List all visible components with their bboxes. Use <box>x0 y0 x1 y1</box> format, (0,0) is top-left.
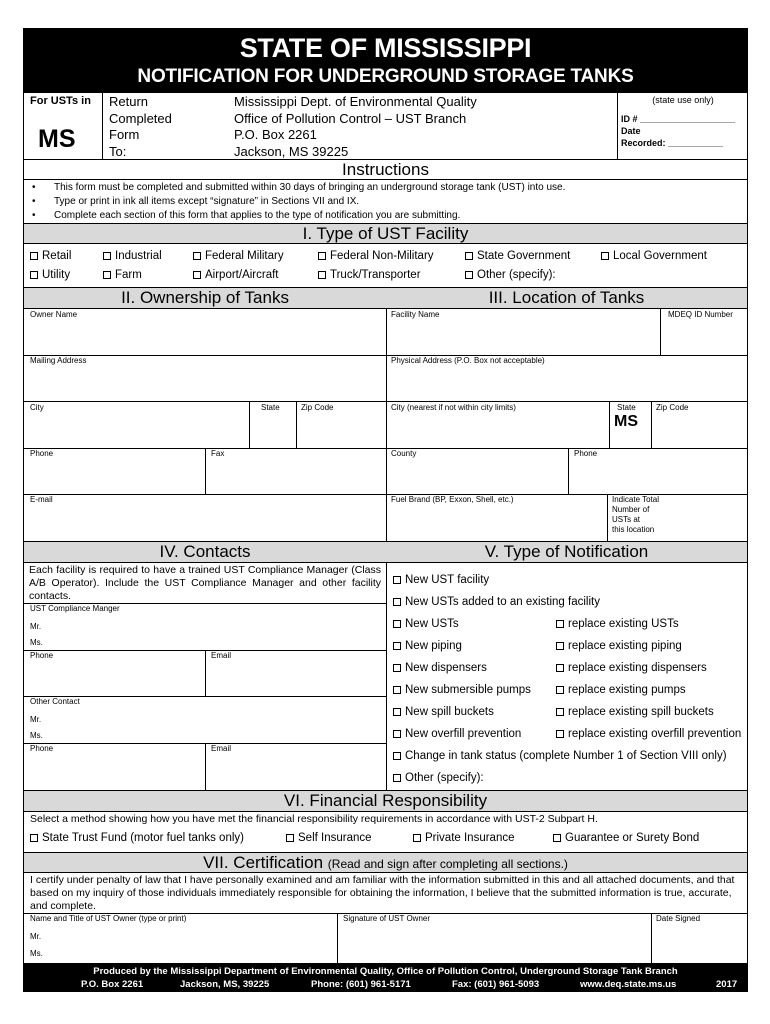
divider <box>102 93 103 159</box>
other-ms-field[interactable]: Ms. <box>30 731 43 740</box>
checkbox-other-facility[interactable]: Other (specify): <box>465 268 556 282</box>
divider <box>205 743 206 790</box>
checkbox-new-overfill[interactable]: New overfill prevention <box>393 727 521 741</box>
checkbox-new-dispensers[interactable]: New dispensers <box>393 661 487 675</box>
return-address <box>234 94 477 160</box>
checkbox-airport[interactable]: Airport/Aircraft <box>193 268 279 282</box>
instruction-item: • Type or print in ink all items except “signature” in Sections VII and IX. <box>32 196 360 207</box>
checkbox-new-usts-existing[interactable]: New USTs added to an existing facility <box>393 595 600 609</box>
address-line: Mississippi Dept. of Environmental Quality <box>234 94 477 109</box>
footer-city: Jackson, MS, 39225 <box>180 979 270 990</box>
checkbox-replace-overfill[interactable]: replace existing overfill prevention <box>556 727 741 741</box>
divider <box>205 448 206 494</box>
footer-phone: Phone: (601) 961-5171 <box>311 979 411 990</box>
checkbox-replace-pumps[interactable]: replace existing pumps <box>556 683 686 697</box>
divider <box>660 309 661 355</box>
section3-header: III. Location of Tanks <box>386 287 747 309</box>
state-use-box <box>617 93 748 159</box>
return-line: To: <box>109 143 127 159</box>
form-footer <box>24 963 747 992</box>
checkbox-new-spill-buckets[interactable]: New spill buckets <box>393 705 494 719</box>
checkbox-new-ust-facility[interactable]: New UST facility <box>393 573 489 587</box>
section4-header: IV. Contacts <box>24 541 387 563</box>
checkbox-replace-dispensers[interactable]: replace existing dispensers <box>556 661 707 675</box>
other-email-field[interactable]: Email <box>211 744 232 753</box>
divider <box>386 563 387 790</box>
divider <box>249 401 250 448</box>
divider <box>386 309 387 541</box>
checkbox-surety-bond[interactable]: Guarantee or Surety Bond <box>553 831 699 845</box>
checkbox-self-insurance[interactable]: Self Insurance <box>286 831 372 845</box>
for-usts-label: For USTs in <box>30 95 91 107</box>
facility-state-label: State <box>617 403 636 412</box>
owner-city-field[interactable]: City <box>30 403 44 412</box>
facility-name-field[interactable]: Facility Name <box>391 310 440 319</box>
owner-zip-field[interactable]: Zip Code <box>301 403 334 412</box>
footer-fax: Fax: (601) 961-5093 <box>452 979 540 990</box>
id-label: ID # ___________________ <box>621 114 736 124</box>
instruction-item: • Complete each section of this form that applies to the type of notification you are submitting. <box>32 210 461 221</box>
cert-ms-field[interactable]: Ms. <box>30 949 43 958</box>
checkbox-federal-military[interactable]: Federal Military <box>193 249 284 263</box>
divider <box>609 401 610 448</box>
address-line: Jackson, MS 39225 <box>234 143 349 159</box>
instruction-item: • This form must be completed and submitted within 30 days of bringing an underground storage tank (UST) into use. <box>32 182 566 193</box>
manager-ms-field[interactable]: Ms. <box>30 638 43 647</box>
checkbox-industrial[interactable]: Industrial <box>103 249 162 263</box>
checkbox-private-insurance[interactable]: Private Insurance <box>413 831 515 845</box>
address-line: P.O. Box 2261 <box>234 127 317 142</box>
mailing-address-field[interactable]: Mailing Address <box>30 356 87 365</box>
manager-phone-field[interactable]: Phone <box>30 651 54 660</box>
section6-header: VI. Financial Responsibility <box>24 790 747 812</box>
facility-state-value: MS <box>614 413 638 430</box>
checkbox-retail[interactable]: Retail <box>30 249 71 263</box>
ust-notification-form <box>23 28 748 992</box>
recorded-label: Recorded: ___________ <box>621 138 724 148</box>
divider <box>24 355 747 356</box>
checkbox-state-government[interactable]: State Government <box>465 249 570 263</box>
checkbox-state-trust-fund[interactable]: State Trust Fund (motor fuel tanks only) <box>30 831 244 845</box>
section1-header: I. Type of UST Facility <box>24 223 747 244</box>
return-line: Completed <box>109 110 172 126</box>
manager-email-field[interactable]: Email <box>211 651 232 660</box>
state-abbrev: MS <box>38 125 76 153</box>
compliance-manager-label: UST Compliance Manger <box>30 604 120 613</box>
facility-zip-field[interactable]: Zip Code <box>656 403 689 412</box>
form-title: STATE OF MISSISSIPPI <box>239 33 532 63</box>
checkbox-utility[interactable]: Utility <box>30 268 70 282</box>
footer-web: www.deq.state.ms.us <box>580 979 677 990</box>
checkbox-replace-piping[interactable]: replace existing piping <box>556 639 682 653</box>
footer-po: P.O. Box 2261 <box>81 979 144 990</box>
divider <box>205 650 206 697</box>
form-header <box>24 29 747 93</box>
section2-header: II. Ownership of Tanks <box>24 287 387 309</box>
mdeq-id-field[interactable]: MDEQ ID Number <box>668 310 733 319</box>
owner-state-field[interactable]: State <box>261 403 280 412</box>
instructions-list <box>32 181 747 223</box>
contacts-description: Each facility is required to have a trained UST Compliance Manager (Class A/B Operator). Include the UST Compliance Manager and other facility contacts. <box>29 564 381 602</box>
total-usts-field[interactable]: Indicate Total Number of USTs at this location <box>612 495 659 534</box>
owner-fax-field[interactable]: Fax <box>211 449 225 458</box>
return-line: Form <box>109 127 140 142</box>
owner-name-field[interactable]: Owner Name <box>30 310 78 319</box>
return-line: Return <box>109 94 149 109</box>
section5-header: V. Type of Notification <box>386 541 747 563</box>
checkbox-farm[interactable]: Farm <box>103 268 142 282</box>
fuel-brand-field[interactable]: Fuel Brand (BP, Exxon, Shell, etc.) <box>391 495 514 504</box>
form-subtitle: NOTIFICATION FOR UNDERGROUND STORAGE TANKS <box>137 66 634 87</box>
checkbox-change-status[interactable]: Change in tank status (complete Number 1 of Section VIII only) <box>393 749 727 763</box>
checkbox-new-usts[interactable]: New USTs <box>393 617 459 631</box>
certification-text: I certify under penalty of law that I have personally examined and am familiar with the information submitted in this and all attached documents, and that based on my inquiry of those individuals immediately responsible for obtaining the information, I believe that the submitted information is true, accurate, and complete. <box>30 874 735 912</box>
divider <box>651 401 652 448</box>
divider <box>568 448 569 494</box>
divider <box>296 401 297 448</box>
other-contact-label: Other Contact <box>30 697 80 706</box>
other-phone-field[interactable]: Phone <box>30 744 54 753</box>
state-use-label: (state use only) <box>652 95 714 105</box>
owner-email-field[interactable]: E-mail <box>30 495 53 504</box>
divider <box>24 448 747 449</box>
county-field[interactable]: County <box>391 449 417 458</box>
checkbox-federal-non-military[interactable]: Federal Non-Military <box>318 249 434 263</box>
cert-mr-field[interactable]: Mr. <box>30 932 42 941</box>
physical-address-field[interactable]: Physical Address (P.O. Box not acceptable) <box>391 356 545 365</box>
footer-year: 2017 <box>716 979 738 990</box>
checkbox-other-notification[interactable]: Other (specify): <box>393 771 484 785</box>
divider <box>337 913 338 963</box>
instructions-header: Instructions <box>24 159 747 180</box>
other-mr-field[interactable]: Mr. <box>30 715 42 724</box>
checkbox-new-piping[interactable]: New piping <box>393 639 462 653</box>
date-label: Date <box>621 126 641 136</box>
footer-line1: Produced by the Mississippi Department of Environmental Quality, Office of Pollution Control, Underground Storage Tank Branch <box>93 966 678 977</box>
divider <box>24 401 747 402</box>
divider <box>651 913 652 963</box>
facility-phone-field[interactable]: Phone <box>574 449 598 458</box>
divider <box>607 494 608 541</box>
facility-city-field[interactable]: City (nearest if not within city limits) <box>391 403 516 412</box>
section7-subtitle: (Read and sign after completing all sections.) <box>327 857 568 871</box>
date-signed-field[interactable]: Date Signed <box>656 914 701 923</box>
address-line: Office of Pollution Control – UST Branch <box>234 110 467 126</box>
checkbox-truck[interactable]: Truck/Transporter <box>318 268 421 282</box>
section7-header: VII. Certification (Read and sign after completing all sections.) <box>24 852 747 873</box>
owner-phone-field[interactable]: Phone <box>30 449 54 458</box>
checkbox-replace-spill-buckets[interactable]: replace existing spill buckets <box>556 705 714 719</box>
checkbox-new-pumps[interactable]: New submersible pumps <box>393 683 531 697</box>
checkbox-local-government[interactable]: Local Government <box>601 249 707 263</box>
owner-name-title-field[interactable]: Name and Title of UST Owner (type or print) <box>30 914 187 923</box>
return-label <box>109 94 172 160</box>
signature-field[interactable]: Signature of UST Owner <box>343 914 431 923</box>
financial-description: Select a method showing how you have met the financial responsibility requirements in accordance with UST-2 Subpart H. <box>30 813 598 825</box>
manager-mr-field[interactable]: Mr. <box>30 622 42 631</box>
checkbox-replace-usts[interactable]: replace existing USTs <box>556 617 679 631</box>
